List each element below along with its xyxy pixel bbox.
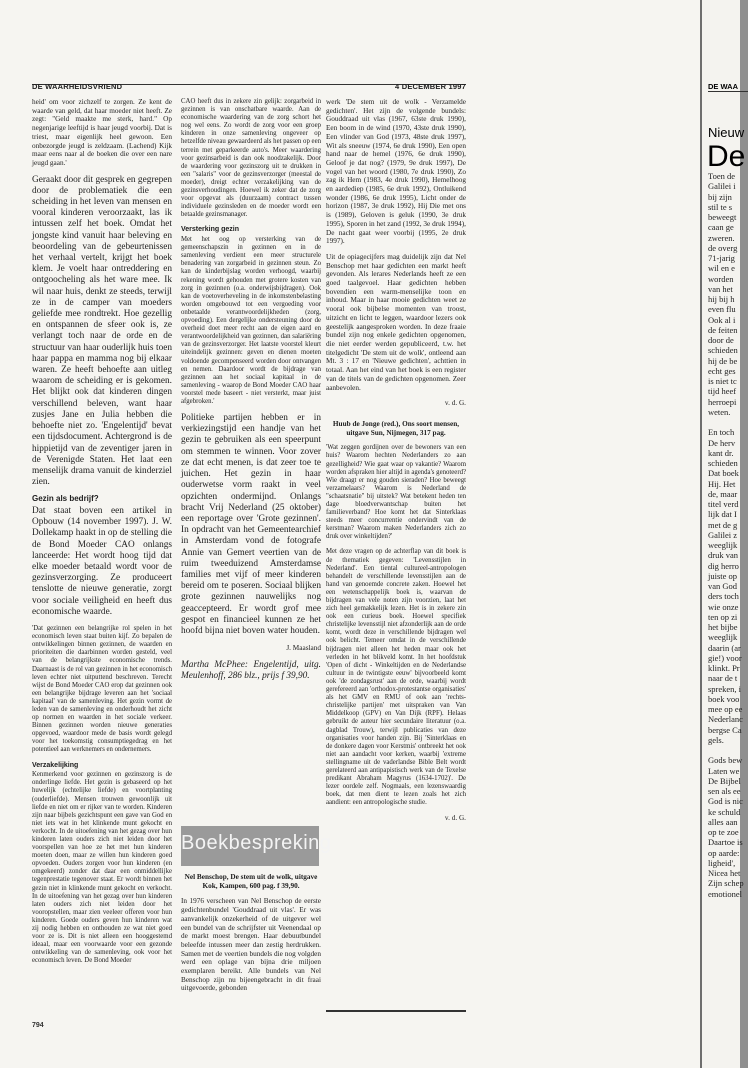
reviewer-initials: v. d. G. [444, 399, 466, 408]
review-title: Nel Benschop, De stem uit de wolk, uitgave Kok, Kampen, 600 pag. f 39,90. [184, 873, 318, 890]
paragraph: heid' om voor zichzelf te zorgen. Ze kent de waarde van geld, dat haar moeder niet heeft. Ze zegt: "Geld maakte me sterk, hard." Op negenjarige leeftijd is haar jeugd voorbij. Dat is triest, maar eigenlijk heel gewoon. Een onbezorgde jeugd is zeldzaam. (Lachend) Kijk maar eens naar al de boeken die over een nare jeugd gaan.' [32, 98, 172, 167]
running-head [32, 82, 466, 91]
paragraph: Met deze vragen op de achterflap van dit boek is de thematiek gegeven: 'Levensstijlen in Nederland'. Een tiental cultureel-antropologen behandelt de verschillende levensstijlen aan de hand van genoemde concrete zaken. Hoewel het een wetenschappelijk boek is, waarvan de bijdragen van vele noten zijn voorzien, laat het zich heel gemakkelijk lezen. Het is in zekere zin ook een curieus boek. Hoewel specifiek christelijke levensstijl niet afzonderlijk aan de orde komt, wordt deze in verschillende bijdragen wel ook belicht. Temeer omdat in de verschillende bijdragen niet alleen het heden maar ook het verleden in het blikveld komt. In het hoofdstuk 'Open of dicht - Winkeltijden en de Nederlandse cultuur in de twintigste eeuw' bijvoorbeeld komt ook 'de zondagsrust' aan de orde, waarbij wordt gerefereerd aan 'orthodox-protestantse organisaties' als het GMV en RMU of ook aan 'rechts-christelijke partijen' met uitspraken van Van Middelkoop (GPV) en Van Dijk (RPF). Helaas gebruikt de auteur hier secundaire literatuur (o.a. dagblad Trouw), terwijl publicaties van deze organisaties voor handen zijn. Bij 'Sinterklaas en de donkere dagen voor Kerstmis' ontbreekt het ook niet aan aandacht voor kerken, waarbij 'extreme stellingname uit de vaderlandse Bible Belt wordt gerelateerd aan antipapistisch werk van de Texelse predikant Abraham Magyrus (1634-1702)'. De lezer oordele zelf. Nogmaals, een lezenswaardig boek, dat men dient te lezen zoals het zich aandient: een antropologische studie. [326, 548, 466, 807]
paragraph: Politieke partijen hebben er in verkiezingstijd een handje van het gezin te gebruiken als een speerpunt om stemmen te winnen. Voor zover ze dat echt menen, is dat zeer toe te juichen. Het gezin in haar ouderwetse vorm raakt in veel opzichten ondermijnd. Onlangs bracht Vrij Nederland (25 oktober) een reportage over 'Grote gezinnen'. In opdracht van het Gemeentearchief in Amsterdam vond de fotografe Annie van Gemert veertien van de ruim tweeduizend Amsterdamse families met vijf of meer kinderen bereid om te poseren. Sociaal blijken grote gezinnen nauwelijks nog geaccepteerd. Er wordt grof mee gespot en financieel kunnen ze het hoofd bijna niet boven water houden. [181, 413, 321, 636]
quote-paragraph: CAO heeft dus in zekere zin gelijk: zorgarbeid in gezinnen is van onschatbare waarde. Aan de economische waardering van de zorg schort het nog wel eens. Zo wordt de zorg voor een groep kinderen in onze samenleving ongeveer op hetzelfde niveau gewaardeerd als het passen op een terrein met geparkeerde auto's. Meer waardering voor gezinsarbeid is dan ook noodzakelijk. Door de waardering voor gezinszorg uit te drukken in een "salaris" voor de gezinsverzorger (meestal de moeder), dreigt echter verzakelijking van de gezinsverhoudingen. Hoewel ik zeker dat de zorg voor opgevat als (duurzaam) contract tussen individuele gezinsleden en de moeder wordt een betaalde gezinsmanager. [181, 98, 321, 219]
column-2 [181, 98, 321, 689]
author-signature: J. Maasland [286, 644, 321, 653]
page-number: 794 [32, 1022, 44, 1029]
reviewer-initials: v. d. G. [444, 814, 466, 823]
quote-paragraph: Met het oog op versterking van de gemeenschapszin in gezinnen en in de samenleving verdient een meer structurele benadering van zorgarbeid in gezinnen steun. Zo kan de kinderbijslag worden verhoogd, waarbij rekening wordt gehouden met grotere kosten van zorg in gezinnen (o.a. onderwijsbijdragen). Ook kan de voetoverheveling in de inkomstenbelasting worden omgebouwd tot een vergoeding voor onbetaalde verantwoordelijkheden (zorg, opvoeding). Een dergelijke ondersteuning door de overheid doet meer recht aan de eigen aard en verantwoordelijkheid van gezinnen, dan salariëring van de gezinsverzorger. Het laatste voorstel kleurt uiteindelijk gezinnen: geven en dienen moeten voldoende gecompenseerd worden door ontvangen en nemen. Daardoor wordt de bijdrage van gezinnen aan het sociaal kapitaal in de samenleving - waarop de Bond Moeder CAO haar voorstel mede baseert - niet versterkt, maar juist afgebroken.' [181, 236, 321, 405]
subheading: Versterking gezin [181, 226, 239, 234]
quote-paragraph: Kenmerkend voor gezinnen en gezinszorg is de onderlinge liefde. Het gezin is gebaseerd op het huwelijk (echtelijke liefde) en voortplanting (ouderliefde). Mensen trouwen gewoonlijk uit liefde en niet om er rijker van te worden. Kinderen zijn naar bijbels gezichtspunt een gave van God en niet iets wat in het klinkende munt gekocht en verkocht. In de uitoefening van het gezag over hun kinderen laten ouders zich niet leiden door het voorspellen van hoe ze het met hun kinderen moeten doen, maar ze willen hun kinderen goed opvoeden. Ouders zorgen voor hun kinderen (en omgekeerd) zonder dat daar een onmiddellijke tegenprestatie tegenover staat. Er wordt binnen het gezin niet in klinkende munt gekocht en verkocht. In de uitoefening van het gezag over hun kinderen laten ouders zich niet leiden door het vooropstellen, maar zien veeleer offeren voor hun kinderen. Goede ouders geven hun kinderen wat zij nodig hebben en onthouden ze wat niet goed voor ze is. Dit is niet alleen een hooggestemd ideaal, maar een voorwaarde voor een gezonde ontwikkeling van de samenleving, ook voor het economisch leven. De Bond Moeder [32, 771, 172, 965]
article-title: De [707, 140, 746, 173]
paragraph: Geraakt door dit gesprek en gegrepen door de problematiek die een scheiding in het leven van mensen en vooral kinderen veroorzaakt, las ik intussen zelf het boek. Omdat het jongste kind vanuit haar beleving en beoordeling van de gebeurtenissen het verhaal vertelt, krijgt het boek klem. Je voelt haar ontreddering en ontgoocheling als het ware mee. Ik wil naar huis, denkt ze steeds, terwijl ze in de camper van moeders geliefde mee rondtrekt. Hoe gezellig en ontspannen de sfeer ook is, ze verlangt toch naar de orde en de structuur van haar ouderlijk huis toen haar pappa en mamma nog bij elkaar waren. Ze heeft behoefte aan uitleg waarom de scheiding er is gekomen. Het blijkt ook dat kinderen dingen verschillend beleven, want haar zusjes Jane en Julia hebben die behoefte niet zo. 'Engelentijd' bevat een tijdsdocument. Achtergrond is de hippietijd van de zeventiger jaren in de Verenigde Staten. Het laat een menselijk drama vanuit de kinderziel zien. [32, 174, 172, 488]
article-kicker: Nieuw [708, 125, 745, 140]
review-title: Huub de Jonge (red.), Ons soort mensen, uitgave Sun, Nijmegen, 317 pag. [332, 419, 460, 437]
paragraph: Dat staat boven een artikel in Opbouw (14 november 1997). J. W. Dollekamp haakt in op de stelling die de Bond Moeder CAO onlangs lanceerde: Het wordt hoog tijd dat elke moeder betaald wordt voor de gezinsverzorging. Ze produceert tenslotte de nieuwe generatie, zorgt voor sociale veiligheid en heeft dus economische waarde. [32, 506, 172, 617]
right-page-edge [700, 0, 746, 1068]
column-2-review [181, 873, 321, 1000]
paragraph: In 1976 verscheen van Nel Benschop de eerste gedichtenbundel 'Gouddraad uit vlas'. Er was aanvankelijk onzekerheid of de uitgever wel een bundel van de schrijfster uit Veenendaal op de markt moest brengen. Haar debuutbundel beleefde intussen meer dan zestig herdrukken. Samen met de veertien bundels die nog volgden werd een oplage van bijna drie miljoen exemplaren bereikt. Alle bundels van Nel Benschop zijn nu bijeengebracht in dit fraai uitgevoerde, gebonden [181, 897, 321, 993]
subheading: Verzakelijking [32, 761, 79, 769]
header-rule [708, 91, 748, 92]
publication-name: DE WAARHEIDSVRIEND [32, 82, 123, 91]
paragraph: 'Wat zeggen gordijnen over de bewoners van een huis? Waarom hechten Nederlanders zo aan gezelligheid? Wie gaat waar op vakantie? Waarom worden afspraken hier altijd in agenda's genoteerd? Wie draagt er nog gouden sieraden? Hoe beweegt verzamelaars? Waarom is Nederland de "schaatsnatie" bij uitstek? Wat betekent heden ten dage bloedverwantschap buiten het familieverband? Hoe komt het dat Sinterklaas steeds meer concurrentie ondervindt van de kerstman? Waarom maken Nederlanders zich zo druk over winkeltijden?' [326, 444, 466, 541]
book-details: Martha McPhee: Engelentijd, uitg. Meulenhoff, 286 blz., prijs f 39,90. [181, 659, 321, 682]
column-3 [326, 98, 466, 823]
paragraph: Uit de opiagecijfers mag duidelijk zijn dat Nel Benschop met haar gedichten een markt heeft gevonden. Als lerares Nederlands heeft ze een goed taalgevoel. Haar gedichten hebben bovendien een warm-menselijke toon en inhoud. Maar in haar mooie gedichten weet ze vooral ook bijbelse momenten van troost, uitzicht en licht te leggen, waardoor lezers ook geestelijk aangesproken worden. In deze fraaie bundel zijn nog enkele gedichten opgenomen, die niet eerder werden gepubliceerd, t.w. het titelgedicht 'De stem uit de wolk', ontleend aan Mt. 3 : 17 en 'Nieuwe gedichten', achttien in totaal. Aan het eind van het boek is een register van de titels van de gedichten opgenomen. Zeer aanbevolen. [326, 252, 466, 392]
paragraph: werk 'De stem uit de wolk - Verzamelde gedichten'. Het zijn de volgende bundels: Gouddraad uit vlas (1967, 63ste druk 1990), Een boom in de wind (1970, 43ste druk 1990), Een vlinder van God (1973, 48ste druk 1997), Wit als sneeuw (1974, 6e druk 1990), Een open hand naar de hemel (1976, 6e druk 1990), Geloof je dat nog? (1979, 9e druk 1997), De vogel van het woord (1980, 7e druk 1990), Zo zag ik Hem (1983, 4e druk 1990), Hemelhoog en aardediep (1985, 6e druk 1992), Ontluikend wonder (1986, 6e druk 1995), Licht onder de horizon (1987, 3e druk 1992), Hij Die met ons is (1989), Geloven is geluk (1990, 3e druk 1995), Sporen in het zand (1992, 3e druk 1994), De nacht gaat weer voorbij (1995, 2e druk 1997). [326, 98, 466, 246]
right-running-head: DE WAA [708, 82, 738, 91]
column-end-rule [326, 1010, 466, 1012]
article-text-fragment: Toen de Galilei i bij zijn stil te s beweegt caan ge zweren. de overg 71-jarig wil en e worden van het hij bij h even flu Ook al i de feiten door de schieden hij de be echt ges is niet tc tijd heef herroepi weten. En toch De herv kant dr. schieden Dat boek Hij. Het de, maar titel verd lijk dat I met de g Galilei z weeglijk druk van dig herro juiste op van God ders toch wie onze ten op zi het bijbe weeglijk daarin (ar gie!) voor klinkt. Pr naar de t spreken, i boek voo mee op ee Nederlanc bergse Ca gels. Gods bew Laten we De Bijbel sen als ee God is nic ke schuld alles aan op te zoe Daartoe is op aarde: ligheid', Nicea het Zijn schep emotionel [708, 171, 744, 899]
banner-label: Boekbespreking [181, 832, 332, 854]
section-banner [181, 826, 332, 866]
subheading: Gezin als bedrijf? [32, 494, 99, 504]
quote-paragraph: 'Dat gezinnen een belangrijke rol spelen in het economisch leven staat buiten kijf. Zo bepalen de ontwikkelingen binnen gezinnen, de waarden en prioriteiten die daarbinnen worden gesteld, veel van de belangrijkste economische trends. Daarnaast is de rol van gezinnen in het economisch leven echter niet uitputtend beschreven. Terecht wijst de Bond Moeder CAO erop dat gezinnen ook een belangrijke bijdrage leveren aan het 'sociaal kapitaal' van de samenleving. Het gezin vormt de leden van de samenleving en onderhoudt het zicht op normen en waarden in het sociale verkeer. Binnen gezinnen worden nieuwe generaties opgevoed, waardoor mede de basis wordt gelegd voor het toekomstig consumptiegedrag en het potentieel aan werknemers en ondernemers. [32, 625, 172, 754]
issue-date: 4 DECEMBER 1997 [395, 82, 466, 91]
column-1 [32, 98, 172, 973]
